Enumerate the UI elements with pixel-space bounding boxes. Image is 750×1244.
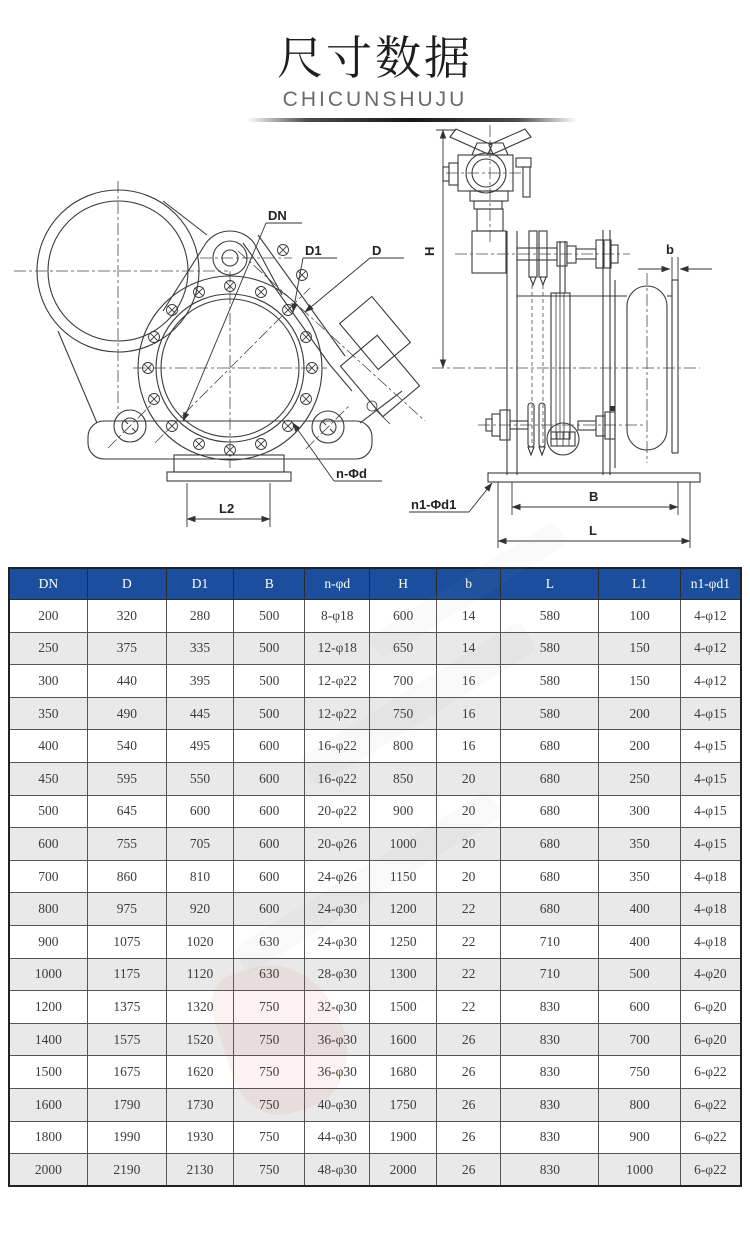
table-cell: 490 (87, 697, 166, 730)
table-cell: 495 (166, 730, 233, 763)
table-body (9, 600, 741, 1187)
table-cell: 24-φ30 (305, 893, 370, 926)
table-cell: 580 (501, 665, 599, 698)
table-head (9, 568, 741, 600)
table-cell: 1575 (87, 1023, 166, 1056)
table-cell: 26 (436, 1154, 500, 1187)
upper-shaft (455, 231, 630, 285)
dim-label-h: H (422, 246, 437, 256)
table-cell: 1300 (370, 958, 437, 991)
table-row (9, 730, 741, 763)
table-cell: 300 (9, 665, 87, 698)
table-cell: 400 (599, 893, 680, 926)
table-cell: 750 (234, 1023, 305, 1056)
table-cell: 14 (436, 600, 500, 633)
table-cell: 680 (501, 795, 599, 828)
dim-h (422, 130, 456, 368)
table-cell: 1900 (370, 1121, 437, 1154)
table-cell: 445 (166, 697, 233, 730)
valve-drawing-svg (0, 123, 750, 559)
table-cell: 600 (234, 893, 305, 926)
table-cell: 830 (501, 1154, 599, 1187)
table-cell: 1320 (166, 991, 233, 1024)
table-row (9, 925, 741, 958)
table-cell: 8-φ18 (305, 600, 370, 633)
table-cell: 4-φ15 (680, 828, 741, 861)
table-cell: 600 (234, 762, 305, 795)
table-cell: 600 (234, 860, 305, 893)
table-cell: 680 (501, 730, 599, 763)
table-cell: 250 (9, 632, 87, 665)
table-cell: 500 (9, 795, 87, 828)
dim-label-d1: D1 (305, 242, 322, 258)
table-cell: 595 (87, 762, 166, 795)
table-cell: 1620 (166, 1056, 233, 1089)
base-plate (488, 473, 700, 482)
table-row (9, 762, 741, 795)
table-cell: 6-φ20 (680, 1023, 741, 1056)
electric-actuator (443, 153, 531, 273)
table-cell: 4-φ12 (680, 600, 741, 633)
table-cell: 4-φ18 (680, 860, 741, 893)
table-cell: 16 (436, 665, 500, 698)
table-cell: 700 (599, 1023, 680, 1056)
table-cell: 830 (501, 991, 599, 1024)
table-cell: 20 (436, 795, 500, 828)
table-cell: 600 (9, 828, 87, 861)
table-cell: 800 (9, 893, 87, 926)
table-cell: 250 (599, 762, 680, 795)
table-cell: 375 (87, 632, 166, 665)
table-cell: 1520 (166, 1023, 233, 1056)
table-cell: 650 (370, 632, 437, 665)
column-header: H (370, 568, 437, 600)
table-cell: 500 (599, 958, 680, 991)
table-cell: 16-φ22 (305, 730, 370, 763)
dim-label-big-l: L (589, 522, 597, 538)
dim-big-b (512, 482, 678, 515)
column-header: b (436, 568, 500, 600)
table-cell: 800 (370, 730, 437, 763)
table-cell: 1750 (370, 1088, 437, 1121)
column-header: DN (9, 568, 87, 600)
table-cell: 6-φ22 (680, 1154, 741, 1187)
column-header: n1-φd1 (680, 568, 741, 600)
table-cell: 900 (599, 1121, 680, 1154)
column-header: L (501, 568, 599, 600)
table-cell: 2190 (87, 1154, 166, 1187)
table-cell: 450 (9, 762, 87, 795)
table-cell: 1200 (9, 991, 87, 1024)
dim-l2 (187, 483, 270, 527)
table-cell: 20 (436, 860, 500, 893)
table-cell: 1020 (166, 925, 233, 958)
front-view (14, 181, 425, 527)
table-cell: 335 (166, 632, 233, 665)
table-cell: 1675 (87, 1056, 166, 1089)
table-cell: 1790 (87, 1088, 166, 1121)
page-header (0, 0, 750, 122)
table-cell: 700 (9, 860, 87, 893)
table-row (9, 665, 741, 698)
table-cell: 710 (501, 958, 599, 991)
table-cell: 705 (166, 828, 233, 861)
table-cell: 6-φ22 (680, 1088, 741, 1121)
table-cell: 44-φ30 (305, 1121, 370, 1154)
table-cell: 710 (501, 925, 599, 958)
table-cell: 1600 (370, 1023, 437, 1056)
dim-label-n1-phi-d1: n1-Φd1 (411, 496, 457, 512)
table-cell: 750 (234, 1121, 305, 1154)
table-cell: 1990 (87, 1121, 166, 1154)
table-row (9, 1154, 741, 1187)
table-cell: 16 (436, 730, 500, 763)
table-cell: 26 (436, 1088, 500, 1121)
table-cell: 850 (370, 762, 437, 795)
table-cell: 600 (599, 991, 680, 1024)
table-cell: 900 (370, 795, 437, 828)
table-cell: 1250 (370, 925, 437, 958)
table-cell: 500 (234, 697, 305, 730)
table-cell: 830 (501, 1056, 599, 1089)
table-cell: 26 (436, 1121, 500, 1154)
table-cell: 350 (9, 697, 87, 730)
table-cell: 1200 (370, 893, 437, 926)
table-cell: 700 (370, 665, 437, 698)
table-cell: 22 (436, 925, 500, 958)
table-cell: 1680 (370, 1056, 437, 1089)
table-cell: 550 (166, 762, 233, 795)
table-cell: 28-φ30 (305, 958, 370, 991)
stem-column (551, 241, 570, 439)
table-cell: 2000 (9, 1154, 87, 1187)
table-cell: 150 (599, 665, 680, 698)
table-cell: 150 (599, 632, 680, 665)
table-cell: 200 (599, 730, 680, 763)
table-cell: 500 (234, 632, 305, 665)
table-cell: 200 (599, 697, 680, 730)
table-row (9, 860, 741, 893)
table-cell: 32-φ30 (305, 991, 370, 1024)
dim-label-d: D (372, 242, 382, 258)
table-cell: 4-φ15 (680, 762, 741, 795)
table-cell: 16 (436, 697, 500, 730)
table-cell: 200 (9, 600, 87, 633)
table-cell: 1075 (87, 925, 166, 958)
table-cell: 14 (436, 632, 500, 665)
table-row (9, 1121, 741, 1154)
table-cell: 40-φ30 (305, 1088, 370, 1121)
column-header: B (234, 568, 305, 600)
table-cell: 755 (87, 828, 166, 861)
table-cell: 22 (436, 893, 500, 926)
table-cell: 680 (501, 860, 599, 893)
table-cell: 1120 (166, 958, 233, 991)
table-cell: 22 (436, 958, 500, 991)
dim-label-n-phi-d: n-Φd (336, 465, 367, 481)
table-cell: 20 (436, 828, 500, 861)
table-cell: 830 (501, 1121, 599, 1154)
table-cell: 1150 (370, 860, 437, 893)
table-cell: 680 (501, 828, 599, 861)
actuator-arm (243, 235, 420, 424)
table-cell: 22 (436, 991, 500, 1024)
table-cell: 540 (87, 730, 166, 763)
table-cell: 580 (501, 600, 599, 633)
table-row (9, 991, 741, 1024)
column-header: D (87, 568, 166, 600)
dim-label-dn: DN (268, 207, 287, 223)
table-cell: 750 (234, 1154, 305, 1187)
table-cell: 36-φ30 (305, 1056, 370, 1089)
table-cell: 440 (87, 665, 166, 698)
column-header: D1 (166, 568, 233, 600)
table-cell: 6-φ22 (680, 1056, 741, 1089)
dimension-table (8, 567, 742, 1188)
page-title: 尺寸数据 (277, 32, 473, 84)
dimension-table-section (8, 567, 742, 1188)
table-cell: 580 (501, 632, 599, 665)
leader-d1 (293, 243, 337, 312)
table-cell: 1600 (9, 1088, 87, 1121)
column-header: n-φd (305, 568, 370, 600)
table-cell: 830 (501, 1023, 599, 1056)
table-row (9, 632, 741, 665)
table-cell: 4-φ15 (680, 697, 741, 730)
table-cell: 750 (234, 1056, 305, 1089)
table-cell: 400 (599, 925, 680, 958)
table-row (9, 1088, 741, 1121)
table-cell: 600 (370, 600, 437, 633)
table-cell: 4-φ15 (680, 730, 741, 763)
table-cell: 680 (501, 762, 599, 795)
dim-label-l2: L2 (219, 500, 235, 516)
table-cell: 300 (599, 795, 680, 828)
leader-n1-phi-d1 (409, 483, 492, 512)
table-cell: 6-φ22 (680, 1121, 741, 1154)
table-cell: 36-φ30 (305, 1023, 370, 1056)
table-cell: 100 (599, 600, 680, 633)
table-cell: 750 (234, 1088, 305, 1121)
table-cell: 24-φ30 (305, 925, 370, 958)
table-cell: 1930 (166, 1121, 233, 1154)
table-cell: 12-φ18 (305, 632, 370, 665)
table-cell: 1000 (370, 828, 437, 861)
table-cell: 1000 (9, 958, 87, 991)
table-cell: 500 (234, 600, 305, 633)
table-row (9, 697, 741, 730)
column-header: L1 (599, 568, 680, 600)
table-cell: 12-φ22 (305, 697, 370, 730)
table-cell: 4-φ15 (680, 795, 741, 828)
table-cell: 600 (234, 795, 305, 828)
dim-label-b: b (666, 241, 674, 257)
table-cell: 280 (166, 600, 233, 633)
table-cell: 750 (234, 991, 305, 1024)
table-cell: 26 (436, 1023, 500, 1056)
table-cell: 600 (166, 795, 233, 828)
table-cell: 1730 (166, 1088, 233, 1121)
valve-foot (174, 455, 284, 472)
table-cell: 1500 (9, 1056, 87, 1089)
table-cell: 645 (87, 795, 166, 828)
table-cell: 810 (166, 860, 233, 893)
table-cell: 860 (87, 860, 166, 893)
table-cell: 12-φ22 (305, 665, 370, 698)
table-cell: 830 (501, 1088, 599, 1121)
lower-shaft (478, 403, 645, 455)
table-cell: 48-φ30 (305, 1154, 370, 1187)
technical-drawing (0, 123, 750, 559)
table-row (9, 1056, 741, 1089)
table-cell: 16-φ22 (305, 762, 370, 795)
table-cell: 750 (370, 697, 437, 730)
table-cell: 1800 (9, 1121, 87, 1154)
table-cell: 2130 (166, 1154, 233, 1187)
table-cell: 1375 (87, 991, 166, 1024)
handwheel (450, 129, 531, 155)
table-cell: 24-φ26 (305, 860, 370, 893)
table-cell: 20-φ26 (305, 828, 370, 861)
table-cell: 1175 (87, 958, 166, 991)
table-row (9, 958, 741, 991)
table-row (9, 893, 741, 926)
table-cell: 975 (87, 893, 166, 926)
table-cell: 26 (436, 1056, 500, 1089)
table-cell: 600 (234, 730, 305, 763)
table-cell: 350 (599, 860, 680, 893)
table-cell: 6-φ20 (680, 991, 741, 1024)
table-row (9, 795, 741, 828)
table-cell: 4-φ18 (680, 893, 741, 926)
table-cell: 395 (166, 665, 233, 698)
table-cell: 1000 (599, 1154, 680, 1187)
table-cell: 4-φ20 (680, 958, 741, 991)
dim-label-big-b: B (589, 488, 599, 504)
table-cell: 2000 (370, 1154, 437, 1187)
table-cell: 400 (9, 730, 87, 763)
page-subtitle: CHICUNSHUJU (282, 87, 468, 111)
table-cell: 500 (234, 665, 305, 698)
header-row (9, 568, 741, 600)
table-cell: 630 (234, 925, 305, 958)
table-cell: 350 (599, 828, 680, 861)
table-cell: 580 (501, 697, 599, 730)
side-view (409, 125, 712, 548)
table-cell: 800 (599, 1088, 680, 1121)
table-row (9, 600, 741, 633)
table-cell: 4-φ12 (680, 665, 741, 698)
title-divider (247, 118, 577, 122)
table-cell: 680 (501, 893, 599, 926)
table-row (9, 828, 741, 861)
table-cell: 20 (436, 762, 500, 795)
table-cell: 20-φ22 (305, 795, 370, 828)
table-cell: 4-φ12 (680, 632, 741, 665)
table-cell: 750 (599, 1056, 680, 1089)
table-cell: 1400 (9, 1023, 87, 1056)
table-cell: 920 (166, 893, 233, 926)
table-cell: 1500 (370, 991, 437, 1024)
table-cell: 600 (234, 828, 305, 861)
dim-b (638, 242, 712, 281)
table-cell: 900 (9, 925, 87, 958)
table-row (9, 1023, 741, 1056)
table-cell: 4-φ18 (680, 925, 741, 958)
table-cell: 320 (87, 600, 166, 633)
table-cell: 630 (234, 958, 305, 991)
